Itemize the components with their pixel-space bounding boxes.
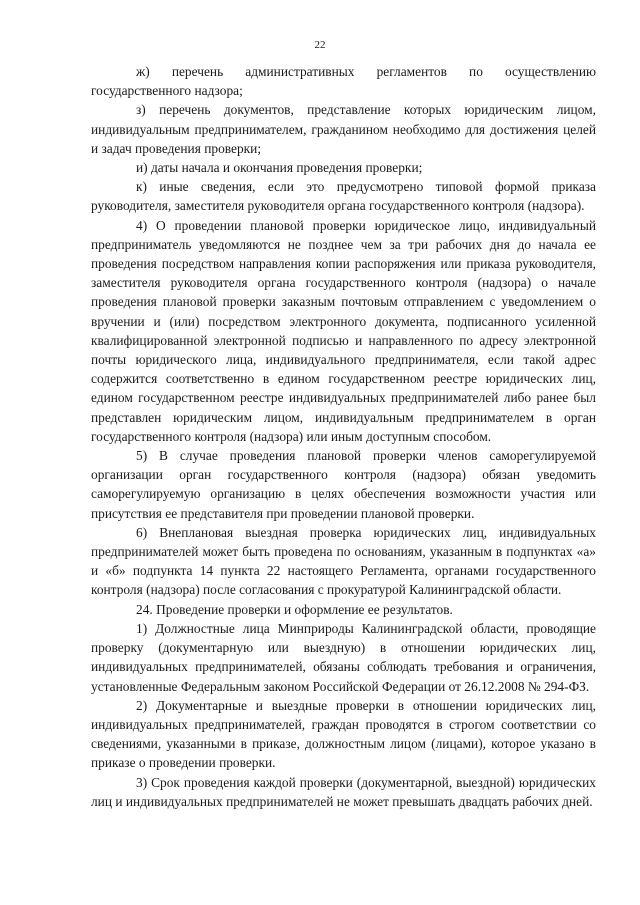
paragraph-item-z: з) перечень документов, представление которых юридическим лицом, индивидуальным предпринимателем, гражданином необходимо для достижения целей и задач проведения проверки; bbox=[91, 102, 596, 156]
paragraph-subsection-1: 1) Должностные лица Минприроды Калининградской области, проводящие проверку (документарную или выездную) в отношении юридических лиц, индивидуальных предпринимателей, обязаны соблюдать требования и ограничения, установленные Федеральным законом Российской Федерации от 26.12.2008 № 294-ФЗ. bbox=[91, 620, 596, 694]
section-heading-24: 24. Проведение проверки и оформление ее результатов. bbox=[136, 601, 453, 617]
paragraph-subsection-2: 2) Документарные и выездные проверки в отношении юридических лиц, индивидуальных предпринимателей, граждан проводятся в строгом соответствии со сведениями, указанными в приказе, должностным лицом (лицами), которое указано в приказе о проведении проверки. bbox=[91, 697, 596, 771]
paragraph-item-k: к) иные сведения, если это предусмотрено типовой формой приказа руководителя, заместителя руководителя органа государственного контроля (надзора). bbox=[91, 179, 596, 214]
paragraph-subsection-4: 4) О проведении плановой проверки юридическое лицо, индивидуальный предприниматель уведомляются не позднее чем за три рабочих дня до начала ее проведения посредством направления копии распоряжения или приказа руководителя, заместителя руководителя органа государственного контроля (надзора) о начале проведения плановой проверки заказным почтовым отправлением с уведомлением о вручении и (или) посредством электронного документа, подписанного усиленной квалифицированной электронной подписью и направленного по адресу электронной почты юридического лица, индивидуального предпринимателя, если такой адрес содержится соответственно в едином государственном реестре юридических лиц, едином государственном реестре индивидуальных предпринимателей либо ранее был представлен юридическим лицом, индивидуальным предпринимателем в орган государственного контроля (надзора) или иным доступным способом. bbox=[91, 217, 596, 444]
document-body bbox=[91, 62, 596, 811]
paragraph-subsection-3: 3) Срок проведения каждой проверки (документарной, выездной) юридических лиц и индивидуальных предпринимателей не может превышать двадцать рабочих дней. bbox=[91, 774, 596, 809]
paragraph-subsection-5: 5) В случае проведения плановой проверки членов саморегулируемой организации орган государственного контроля (надзора) обязан уведомить саморегулируемую организацию в целях обеспечения возможности участия или присутствия ее представителя при проведении плановой проверки. bbox=[91, 448, 596, 521]
page-number: 22 bbox=[314, 39, 326, 51]
paragraph-subsection-6: 6) Внеплановая выездная проверка юридических лиц, индивидуальных предпринимателей может быть проведена по основаниям, указанным в подпунктах «а» и «б» подпункта 14 пункта 22 настоящего Регламента, органами государственного контроля (надзора) после согласования с прокуратурой Калининградской области. bbox=[91, 524, 596, 598]
paragraph-item-i: и) даты начала и окончания проведения проверки; bbox=[136, 160, 423, 176]
paragraph-item-zh: ж) перечень административных регламентов по осуществлению государственного надзора; bbox=[91, 64, 596, 99]
